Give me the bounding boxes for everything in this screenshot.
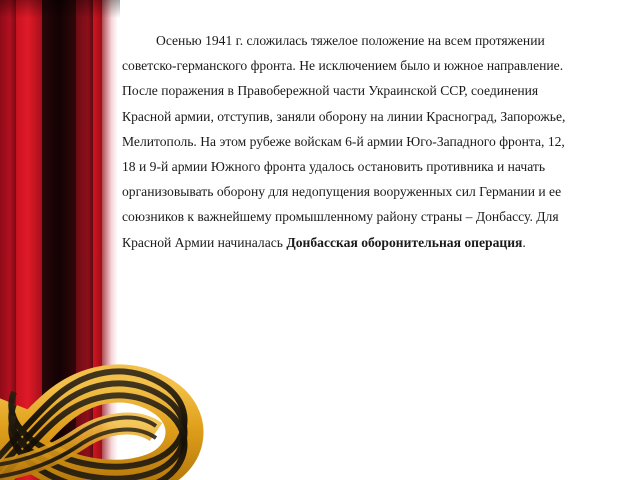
paragraph-lead-text: Осенью 1941 г. сложилась тяжелое положение на всем протяжении советско-германского фронта. Не исключением было и южное направление. После поражения в Правобережной части Украинской ССР, соединения Красной армии, отступив, заняли оборону на линии Красноград, Запорожье, Мелитополь. На этом рубеже войскам 6-й армии Юго-Западного фронта, 12, 18 и 9-й армии Южного фронта удалось остановить противника и начать организовывать оборону для недопущения вооруженных сил Германии и ее союзников к важнейшему промышленному району страны – Донбассу. Для Красной Армии начиналась xyxy=(122,33,566,250)
body-paragraph xyxy=(122,28,574,255)
st-george-ribbon xyxy=(0,340,230,480)
paragraph-tail-text: . xyxy=(522,234,526,250)
paragraph-bold-term: Донбасская оборонительная операция xyxy=(286,234,523,250)
slide-body-text xyxy=(122,28,574,255)
